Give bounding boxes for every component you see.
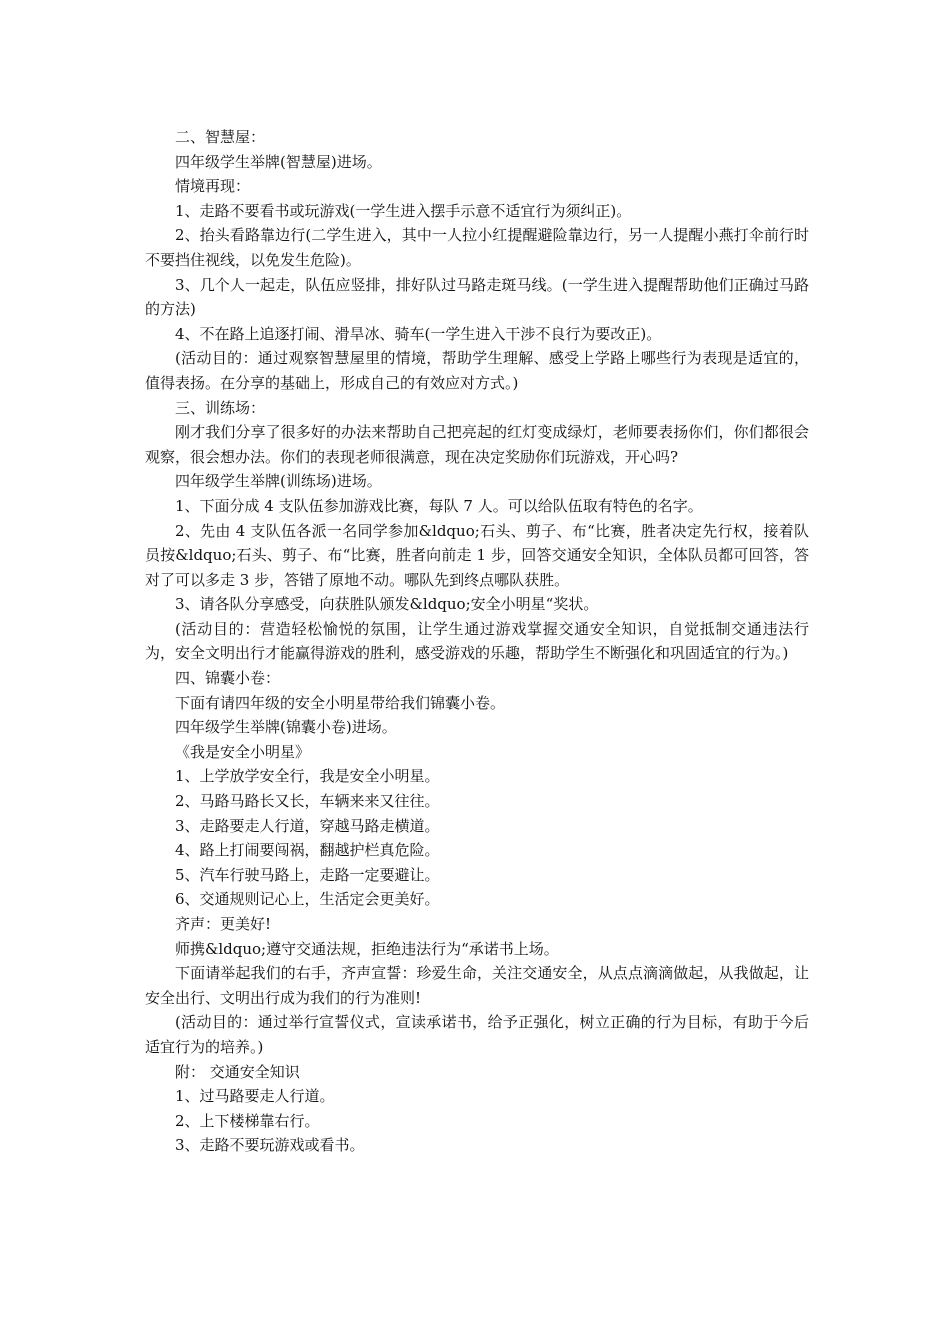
poem-line: 6、交通规则记心上，生活定会更美好。 — [175, 890, 440, 909]
list-item: 1、下面分成 4 支队伍参加游戏比赛，每队 7 人。可以给队伍取有特色的名字。 — [175, 496, 703, 515]
list-item: 1、过马路要走人行道。 — [175, 1087, 335, 1106]
appendix-heading: 附： 交通安全知识 — [175, 1062, 300, 1081]
list-item: 2、先由 4 支队伍各派一名同学参加&ldquo;石头、剪子、布“比赛，胜者决定先行权，接着队员按&ldquo;石头、剪子、布“比赛，胜者向前走 1 步，回答交通安全知识，全体队员都可回答，答对了可以多走 3 步，答错了原地不动。哪队先到终点哪队获胜。 — [145, 521, 809, 589]
poem-line: 2、马路马路长又长，车辆来来又往往。 — [175, 792, 440, 811]
list-item: 3、走路不要玩游戏或看书。 — [175, 1136, 365, 1155]
list-item: 2、上下楼梯靠右行。 — [175, 1111, 320, 1130]
poem-line: 5、汽车行驶马路上，走路一定要避让。 — [175, 865, 440, 884]
activity-purpose-note: (活动目的：通过观察智慧屋里的情境，帮助学生理解、感受上学路上哪些行为表现是适宜的，值得表扬。在分享的基础上，形成自己的有效应对方式。) — [145, 349, 809, 392]
paragraph: 下面请举起我们的右手，齐声宣誓：珍爱生命，关注交通安全，从点点滴滴做起，从我做起，让安全出行、文明出行成为我们的行为准则! — [145, 964, 809, 1007]
paragraph: 齐声：更美好! — [175, 915, 272, 933]
paragraph: 下面有请四年级的安全小明星带给我们锦囊小卷。 — [175, 693, 506, 712]
paragraph: 刚才我们分享了很多好的办法来帮助自己把亮起的红灯变成绿灯，老师要表扬你们，你们都很会观察，很会想办法。你们的表现老师很满意，现在决定奖励你们玩游戏，开心吗? — [145, 423, 809, 466]
list-item: 3、几个人一起走，队伍应竖排，排好队过马路走斑马线。(一学生进入提醒帮助他们正确过马路的方法) — [145, 275, 809, 319]
section-heading-wisdom-house: 二、智慧屋： — [175, 128, 266, 146]
paragraph: 四年级学生举牌(锦囊小卷)进场。 — [175, 718, 397, 737]
section-heading-tips-scroll: 四、锦囊小卷： — [175, 669, 281, 688]
activity-purpose-note: (活动目的：营造轻松愉悦的氛围，让学生通过游戏掌握交通安全知识，自觉抵制交通违法行为，安全文明出行才能赢得游戏的胜利，感受游戏的乐趣，帮助学生不断强化和巩固适宜的行为。) — [145, 619, 809, 663]
paragraph: 四年级学生举牌(智慧屋)进场。 — [175, 152, 382, 171]
paragraph: 师携&ldquo;遵守交通法规，拒绝违法行为“承诺书上场。 — [175, 939, 559, 958]
document-body — [145, 125, 809, 1158]
poem-line: 4、路上打闹要闯祸，翻越护栏真危险。 — [175, 841, 440, 860]
poem-title: 《我是安全小明星》 — [175, 742, 311, 761]
section-heading-training-ground: 三、训练场： — [175, 398, 266, 417]
poem-line: 3、走路要走人行道，穿越马路走横道。 — [175, 816, 440, 835]
list-item: 4、不在路上追逐打闹、滑旱冰、骑车(一学生进入干涉不良行为要改正)。 — [175, 324, 662, 343]
paragraph: 四年级学生举牌(训练场)进场。 — [175, 472, 382, 491]
activity-purpose-note: (活动目的：通过举行宣誓仪式，宣读承诺书，给予正强化，树立正确的行为目标，有助于今后适宜行为的培养。) — [145, 1013, 809, 1056]
list-item: 1、走路不要看书或玩游戏(一学生进入摆手示意不适宜行为须纠正)。 — [175, 201, 632, 220]
list-item: 3、请各队分享感受，向获胜队颁发&ldquo;安全小明星“奖状。 — [175, 595, 599, 614]
poem-line: 1、上学放学安全行，我是安全小明星。 — [175, 767, 440, 786]
paragraph: 情境再现： — [175, 177, 251, 196]
list-item: 2、抬头看路靠边行(二学生进入，其中一人拉小红提醒避险靠边行，另一人提醒小燕打伞前行时不要挡住视线，以免发生危险)。 — [145, 226, 809, 269]
